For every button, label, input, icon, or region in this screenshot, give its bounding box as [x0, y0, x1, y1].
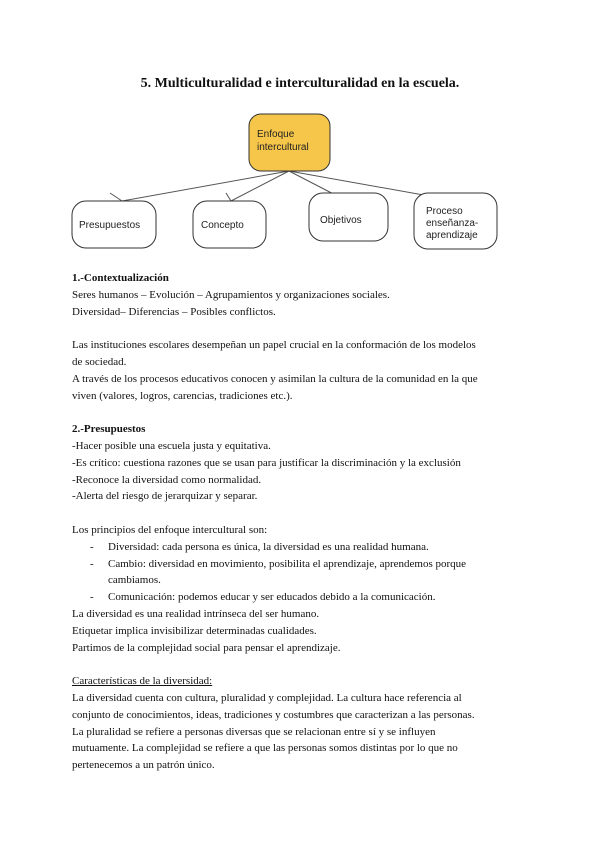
list-item	[72, 539, 532, 556]
text-line: -Alerta del riesgo de jerarquizar y separar.	[72, 490, 258, 503]
text-line: Las instituciones escolares desempeñan un papel crucial en la conformación de los modelos	[72, 339, 476, 352]
list-item-text: Diversidad: cada persona es única, la diversidad es una realidad humana.	[108, 540, 429, 553]
text-line: Partimos de la complejidad social para pensar el aprendizaje.	[72, 641, 341, 654]
diagram-root-label-1: Enfoque	[257, 129, 295, 140]
text-line: La pluralidad se refiere a personas diversas que se relacionan entre sí y se influyen	[72, 725, 436, 738]
diagram-node-presupuestos-label: Presupuestos	[79, 220, 141, 231]
list-item-text: Comunicación: podemos educar y ser educados debido a la comunicación.	[108, 591, 436, 604]
text-line: viven (valores, logros, carencias, tradiciones etc.).	[72, 389, 293, 402]
diagram-node-presupuestos	[72, 201, 156, 248]
diagram-node-concepto	[193, 201, 266, 248]
document-body	[72, 270, 532, 774]
diagram-node-proceso	[414, 193, 497, 249]
diagram-root-label-2: intercultural	[257, 142, 309, 153]
diagram-node-proceso-label-1: Proceso	[426, 206, 463, 217]
diagram-node-proceso-label-2: enseñanza-	[426, 218, 479, 229]
list-bullet: -	[90, 540, 94, 553]
page-title: 5. Multiculturalidad e interculturalidad en la escuela.	[140, 76, 460, 91]
list-item	[72, 556, 532, 590]
diagram-node-concepto-label: Concepto	[201, 220, 244, 231]
text-line: -Es crítico: cuestiona razones que se usan para justificar la discriminación y la exclusión	[72, 456, 461, 469]
text-line: pertenecemos a un patrón único.	[72, 759, 215, 772]
list-item-text: cambiamos.	[108, 574, 161, 587]
text-line: -Reconoce la diversidad como normalidad.	[72, 473, 262, 486]
text-line: Seres humanos – Evolución – Agrupamientos y organizaciones sociales.	[72, 288, 390, 301]
list-item-text: Cambio: diversidad en movimiento, posibilita el aprendizaje, aprendemos porque	[108, 557, 467, 570]
text-line: La diversidad cuenta con cultura, pluralidad y complejidad. La cultura hace referencia al	[72, 691, 462, 704]
concept-diagram	[0, 105, 600, 265]
list-bullet: -	[90, 591, 94, 604]
text-line: Los principios del enfoque intercultural son:	[72, 523, 268, 536]
diagram-connectors	[110, 171, 457, 201]
section-heading: 2.-Presupuestos	[72, 423, 146, 436]
list-bullet: -	[90, 557, 94, 570]
section-heading: 1.-Contextualización	[72, 272, 169, 284]
text-line: La diversidad es una realidad intrínseca del ser humano.	[72, 607, 320, 620]
text-line: -Hacer posible una escuela justa y equitativa.	[72, 439, 271, 452]
text-line: Etiquetar implica invisibilizar determinadas cualidades.	[72, 624, 317, 637]
section-heading: Características de la diversidad:	[72, 675, 213, 688]
text-line: de sociedad.	[72, 355, 127, 368]
diagram-root-node	[249, 114, 330, 171]
text-line: conjunto de conocimientos, ideas, tradiciones y costumbres que caracterizan a las personas.	[72, 708, 475, 721]
diagram-node-objetivos	[309, 193, 388, 241]
diagram-node-objetivos-label: Objetivos	[320, 215, 362, 226]
diagram-node-proceso-label-3: aprendizaje	[426, 230, 478, 241]
text-line: Diversidad– Diferencias – Posibles conflictos.	[72, 305, 276, 318]
text-line: mutuamente. La complejidad se refiere a que las personas somos distintas por lo que no	[72, 742, 458, 755]
list-item	[72, 589, 532, 606]
text-line: A través de los procesos educativos conocen y asimilan la cultura de la comunidad en la que	[72, 372, 478, 385]
